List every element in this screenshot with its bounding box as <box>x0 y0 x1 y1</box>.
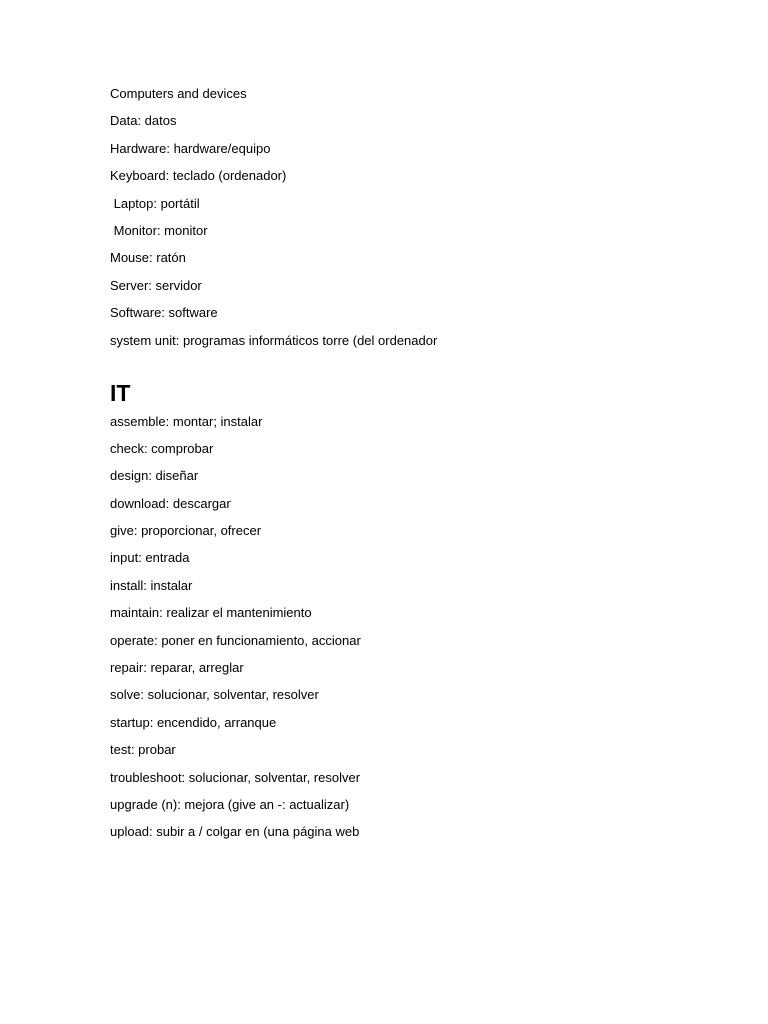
vocabulary-list-devices <box>110 86 710 349</box>
vocab-line: Server: servidor <box>110 277 202 293</box>
vocab-line: startup: encendido, arranque <box>110 714 277 730</box>
vocab-line: Monitor: monitor <box>110 222 208 238</box>
vocab-line: download: descargar <box>110 495 231 511</box>
vocab-line: upgrade (n): mejora (give an -: actualizar) <box>110 796 350 812</box>
document-page <box>110 86 710 852</box>
vocab-line: repair: reparar, arreglar <box>110 660 244 676</box>
vocab-line: upload: subir a / colgar en (una página web <box>110 824 360 840</box>
vocab-line: give: proporcionar, ofrecer <box>110 523 262 539</box>
vocab-line: Keyboard: teclado (ordenador) <box>110 168 287 184</box>
vocab-line: design: diseñar <box>110 468 199 484</box>
vocab-line: solve: solucionar, solventar, resolver <box>110 687 319 703</box>
vocab-line: Mouse: ratón <box>110 250 186 266</box>
vocab-line: check: comprobar <box>110 440 214 456</box>
vocab-line: Data: datos <box>110 113 177 129</box>
vocab-line: Laptop: portátil <box>110 195 200 211</box>
vocab-line: troubleshoot: solucionar, solventar, resolver <box>110 769 361 785</box>
vocab-line: install: instalar <box>110 577 193 593</box>
section-heading-it: IT <box>110 379 131 406</box>
vocab-line: assemble: montar; instalar <box>110 413 263 429</box>
vocab-line: Computers and devices <box>110 86 247 101</box>
vocab-line: Software: software <box>110 305 218 321</box>
vocab-line: test: probar <box>110 742 176 758</box>
vocab-line: Hardware: hardware/equipo <box>110 140 271 156</box>
vocab-line: system unit: programas informáticos torre (del ordenador <box>110 332 438 348</box>
vocab-line: operate: poner en funcionamiento, accionar <box>110 632 361 648</box>
vocab-line: input: entrada <box>110 550 190 566</box>
vocab-line: maintain: realizar el mantenimiento <box>110 605 312 621</box>
vocabulary-list-it <box>110 414 710 841</box>
